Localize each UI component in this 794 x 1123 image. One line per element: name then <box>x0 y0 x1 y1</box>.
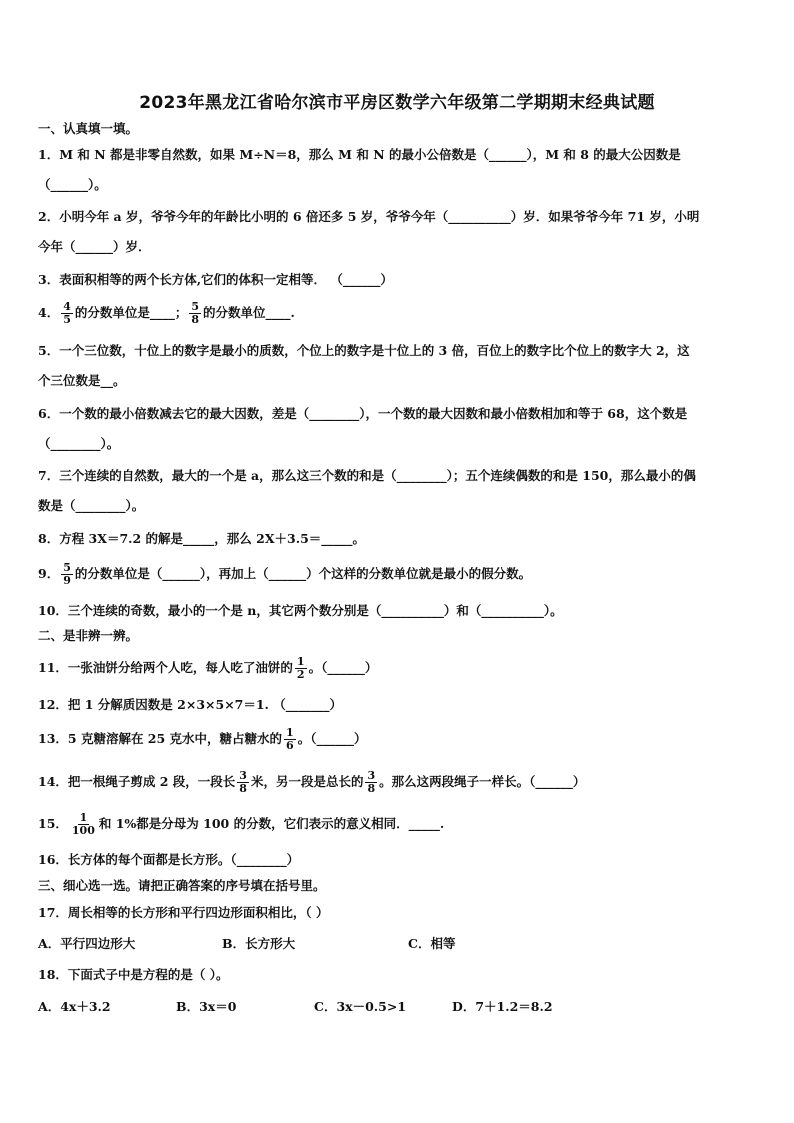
question-13-prefix: 13．5 克糖溶解在 25 克水中，糖占糖水的 <box>38 731 283 746</box>
option-17-b: B．长方形大 <box>222 936 296 951</box>
fraction-3-8-meters <box>237 770 249 795</box>
fraction-denominator: 100 <box>71 824 95 837</box>
question-3: 3．表面积相等的两个长方体,它们的体积一定相等． （______） <box>38 272 393 287</box>
fraction-5-8 <box>189 301 201 326</box>
question-14-prefix: 14．把一根绳子剪成 2 段，一段长 <box>38 774 236 789</box>
fraction-3-8-total <box>365 770 377 795</box>
question-17: 17．周长相等的长方形和平行四边形面积相比，（ ） <box>38 905 329 920</box>
question-10: 10．三个连续的奇数，最小的一个是 n，其它两个数分别是（__________）和（__________）。 <box>38 603 563 618</box>
question-11-suffix: 。（______） <box>308 660 378 675</box>
section-2-heading: 二、是非辨一辨。 <box>38 628 139 643</box>
question-8: 8．方程 3X＝7.2 的解是_____，那么 2X＋3.5＝_____。 <box>38 531 366 546</box>
question-18: 18．下面式子中是方程的是（ ）。 <box>38 967 229 982</box>
fraction-numerator: 5 <box>191 300 200 313</box>
question-13-suffix: 。（______） <box>297 731 367 746</box>
fraction-denominator: 8 <box>239 782 247 795</box>
option-18-b: B．3x＝0 <box>176 999 237 1014</box>
page-title: 2023年黑龙江省哈尔滨市平房区数学六年级第二学期期末经典试题 <box>139 93 655 113</box>
question-15-suffix: 和 1%都是分母为 100 的分数，它们表示的意义相同．_____. <box>98 816 445 831</box>
question-9-suffix: 的分数单位是（______），再加上（______）个这样的分数单位就是最小的假分数。 <box>74 566 532 581</box>
fraction-1-2 <box>295 656 307 681</box>
option-17-a: A．平行四边形大 <box>38 936 136 951</box>
question-6-line-1: 6．一个数的最小倍数减去它的最大因数，差是（________），一个数的最大因数和最小倍数相加和等于 68，这个数是 <box>38 406 688 421</box>
option-18-c: C．3x－0.5>1 <box>314 999 407 1014</box>
question-4 <box>38 300 295 326</box>
fraction-numerator: 1 <box>296 655 305 668</box>
fraction-1-100 <box>70 812 97 837</box>
question-9 <box>38 559 531 589</box>
fraction-numerator: 3 <box>367 769 376 782</box>
question-5-line-1: 5．一个三位数，十位上的数字是最小的质数，个位上的数字是十位上的 3 倍，百位上的数字比个位上的数字大 2，这 <box>38 343 690 358</box>
question-4-prefix: 4． <box>38 305 60 320</box>
question-9-prefix: 9． <box>38 566 60 581</box>
question-13 <box>38 724 366 754</box>
fraction-denominator: 2 <box>296 668 305 681</box>
question-2-line-1: 2．小明今年 a 岁，爷爷今年的年龄比小明的 6 倍还多 5 岁，爷爷今年（__________）岁．如果爷爷今年 71 岁，小明 <box>38 209 700 224</box>
question-7-line-2: 数是（________）。 <box>38 498 145 513</box>
option-17-c: C．相等 <box>408 936 456 951</box>
fraction-denominator: 6 <box>286 739 294 752</box>
fraction-4-5 <box>61 301 73 326</box>
question-14-suffix: 。那么这两段绳子一样长。（______） <box>379 774 586 789</box>
fraction-denominator: 5 <box>63 313 71 326</box>
fraction-denominator: 8 <box>191 313 200 326</box>
question-1-line-1: 1．M 和 N 都是非零自然数，如果 M÷N＝8，那么 M 和 N 的最小公倍数是（______），M 和 8 的最大公因数是 <box>38 147 681 162</box>
question-11-prefix: 11．一张油饼分给两个人吃，每人吃了油饼的 <box>38 660 293 675</box>
question-6-line-2: （________）。 <box>38 436 120 451</box>
fraction-numerator: 5 <box>63 561 71 574</box>
fraction-numerator: 3 <box>239 769 247 782</box>
option-18-d: D．7＋1.2＝8.2 <box>452 999 553 1014</box>
question-16: 16．长方体的每个面都是长方形。（________） <box>38 852 300 867</box>
fraction-numerator: 4 <box>63 300 71 313</box>
question-14-middle: 米，另一段是总长的 <box>250 774 364 789</box>
option-18-a: A．4x＋3.2 <box>38 999 111 1014</box>
question-7-line-1: 7．三个连续的自然数，最大的一个是 a，那么这三个数的和是（________）；五个连续偶数的和是 150，那么最小的偶 <box>38 468 696 483</box>
question-1-line-2: （______）。 <box>38 177 107 192</box>
fraction-denominator: 9 <box>63 574 71 587</box>
fraction-1-6 <box>284 727 296 752</box>
question-14 <box>38 767 585 797</box>
fraction-5-9 <box>61 562 73 587</box>
section-3-heading: 三、细心选一选。请把正确答案的序号填在括号里。 <box>38 878 326 893</box>
section-1-heading: 一、认真填一填。 <box>38 121 139 136</box>
question-5-line-2: 个三位数是__。 <box>38 373 126 388</box>
fraction-numerator: 1 <box>79 811 88 824</box>
fraction-denominator: 8 <box>367 782 376 795</box>
question-11 <box>38 653 377 683</box>
fraction-numerator: 1 <box>286 726 294 739</box>
question-2-line-2: 今年（______）岁． <box>38 239 151 254</box>
question-18-options <box>38 998 553 1016</box>
question-4-suffix: 的分数单位____. <box>203 305 295 320</box>
question-12: 12．把 1 分解质因数是 2×3×5×7＝1. （_______） <box>38 697 343 712</box>
question-17-options <box>38 935 455 953</box>
question-4-middle: 的分数单位是____； <box>74 305 188 320</box>
question-15-prefix: 15． <box>38 816 68 831</box>
question-15 <box>38 809 444 839</box>
